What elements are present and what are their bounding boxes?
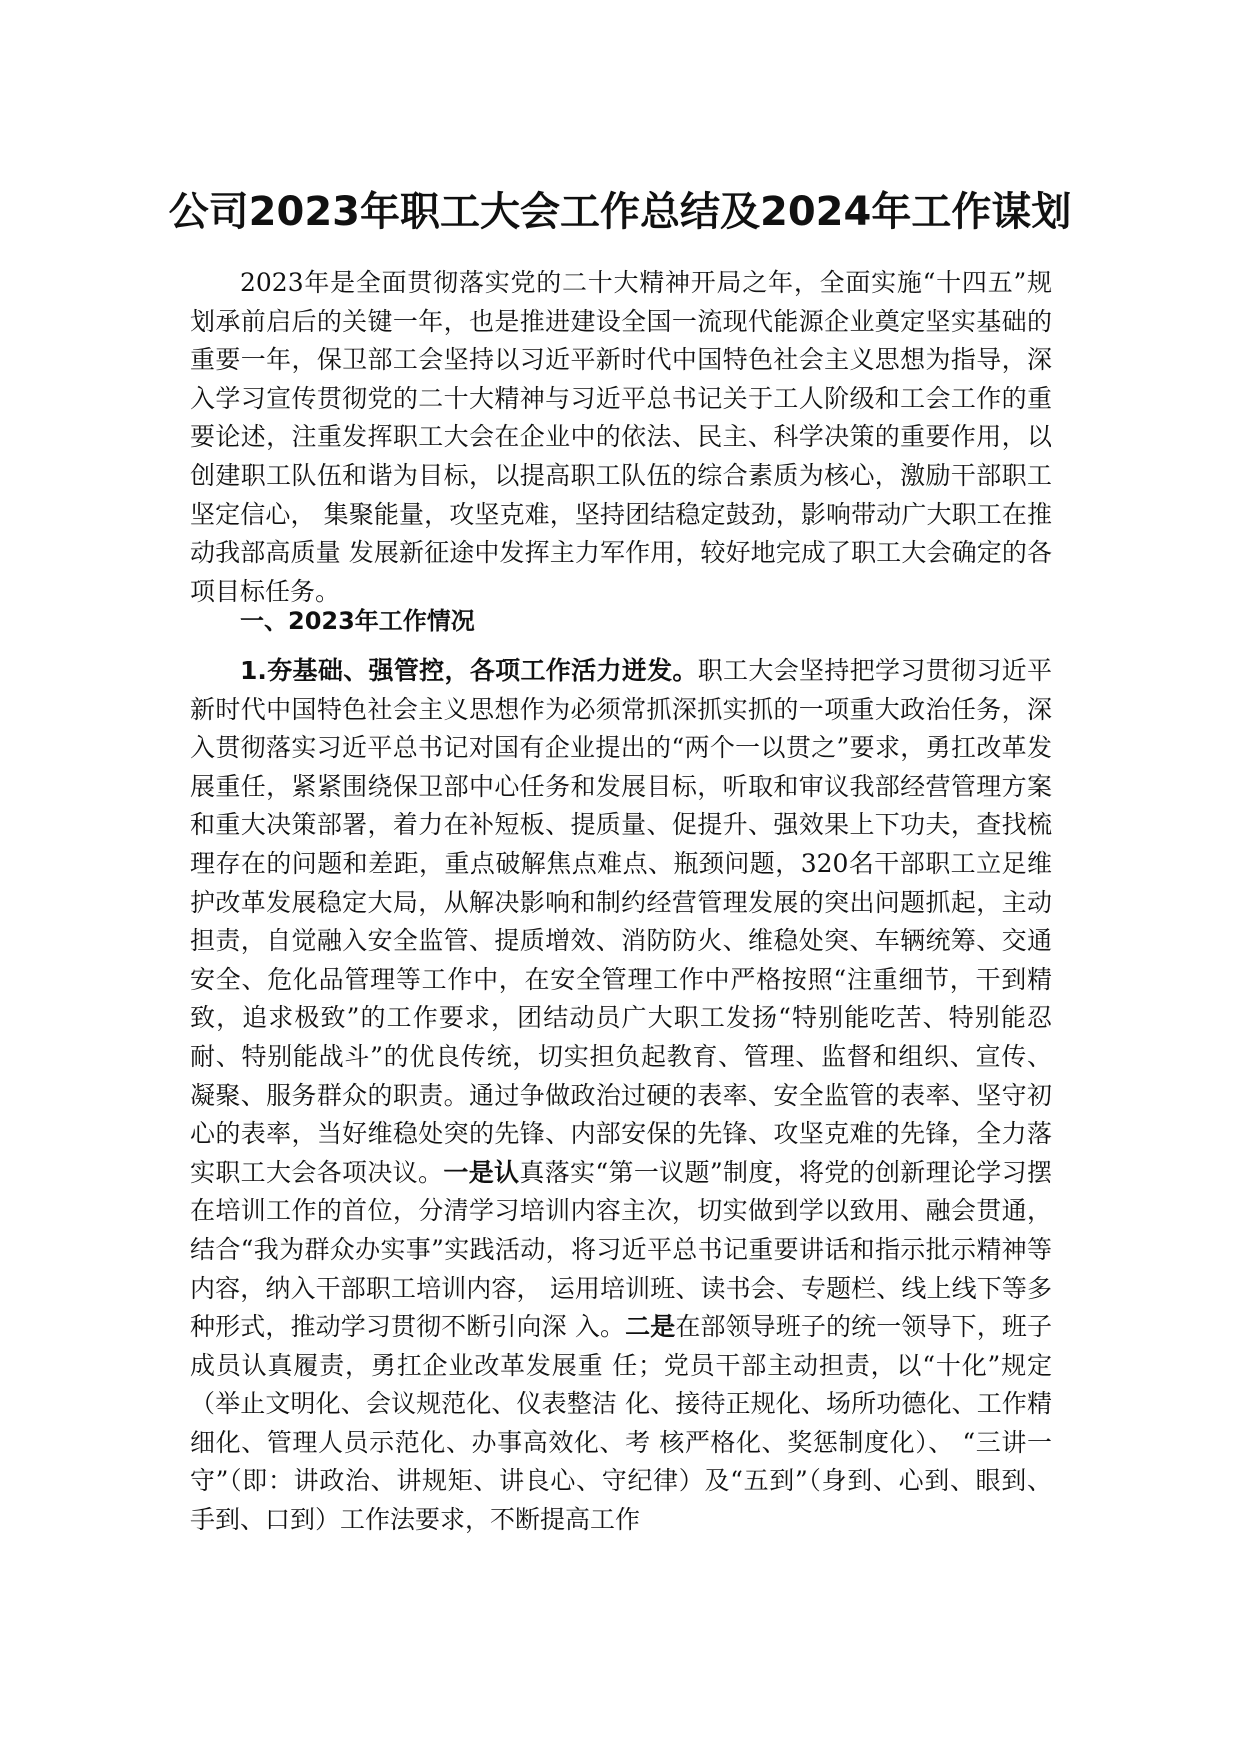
point-two-marker: 二是 (625, 1312, 676, 1342)
paragraph-lead-heading: 1.夯基础、强管控，各项工作活力迸发。 (240, 656, 698, 685)
paragraph-text: 在部领导班子的统一领导下，班子成员认真履责，勇扛企业改革发展重 任；党员干部主动担责，以“十化”规定（举止文明化、会议规范化、仪表整洁 化、接待正规化、场所功德化、工作精细化、管理人员示范化、办事高效化、考 核严格化、奖惩制度化）、 “三讲一守”（即：讲政治、讲规矩、讲良心、守纪律）及“五到”（身到、心到、眼到、手到、口到）工作法要求，不断提高工作 (190, 1312, 1052, 1535)
main-paragraph (190, 652, 1052, 1540)
paragraph-text: 真落实“第一议题”制度，将党的创新理论学习摆在培训工作的首位，分清学习培训内容主次，切实做到学以致用、融会贯通，结合“我为群众办实事”实践活动，将习近平总书记重要讲话和指示批示精神等内容，纳入干部职工培训内容， 运用培训班、读书会、专题栏、线上线下等多种形式，推动学习贯彻不断引向深 入。 (190, 1157, 1052, 1342)
intro-paragraph: 2023年是全面贯彻落实党的二十大精神开局之年，全面实施“十四五”规划承前启后的关键一年，也是推进建设全国一流现代能源企业奠定坚实基础的重要一年，保卫部工会坚持以习近平新时代中国特色社会主义思想为指导，深入学习宣传贯彻党的二十大精神与习近平总书记关于工人阶级和工会工作的重要论述，注重发挥职工大会在企业中的依法、民主、科学决策的重要作用，以创建职工队伍和谐为目标，以提高职工队伍的综合素质为核心，激励干部职工坚定信心， 集聚能量，攻坚克难，坚持团结稳定鼓劲，影响带动广大职工在推动我部高质量 发展新征途中发挥主力军作用，较好地完成了职工大会确定的各项目标任务。 (190, 268, 1052, 606)
point-one-marker: 一是认 (443, 1157, 520, 1187)
paragraph-text: 职工大会坚持把学习贯彻习近平新时代中国特色社会主义思想作为必须常抓深抓实抓的一项重大政治任务，深入贯彻落实习近平总书记对国有企业提出的“两个一以贯之”要求，勇扛改革发展重任，紧紧围绕保卫部中心任务和发展目标，听取和审议我部经营管理方案和重大决策部署，着力在补短板、提质量、促提升、强效果上下功夫，查找梳理存在的问题和差距，重点破解焦点难点、瓶颈问题，320名干部职工立足维护改革发展稳定大局，从解决影响和制约经营管理发展的突出问题抓起，主动担责，自觉融入安全监管、提质增效、消防防火、维稳处突、车辆统筹、交通安全、危化品管理等工作中，在安全管理工作中严格按照“注重细节，干到精致，追求极致”的工作要求，团结动员广大职工发扬“特别能吃苦、特别能忍耐、特别能战斗”的优良传统，切实担负起教育、管理、监督和组织、宣传、凝聚、服务群众的职责。通过争做政治过硬的表率、安全监管的表率、坚守初心的表率，当好维稳处突的先锋、内部安保的先锋、攻坚克难的先锋，全力落实职工大会各项决议。 (190, 656, 1052, 1187)
document-title: 公司2023年职工大会工作总结及2024年工作谋划 (168, 189, 1072, 235)
section-heading: 一、2023年工作情况 (240, 607, 475, 635)
